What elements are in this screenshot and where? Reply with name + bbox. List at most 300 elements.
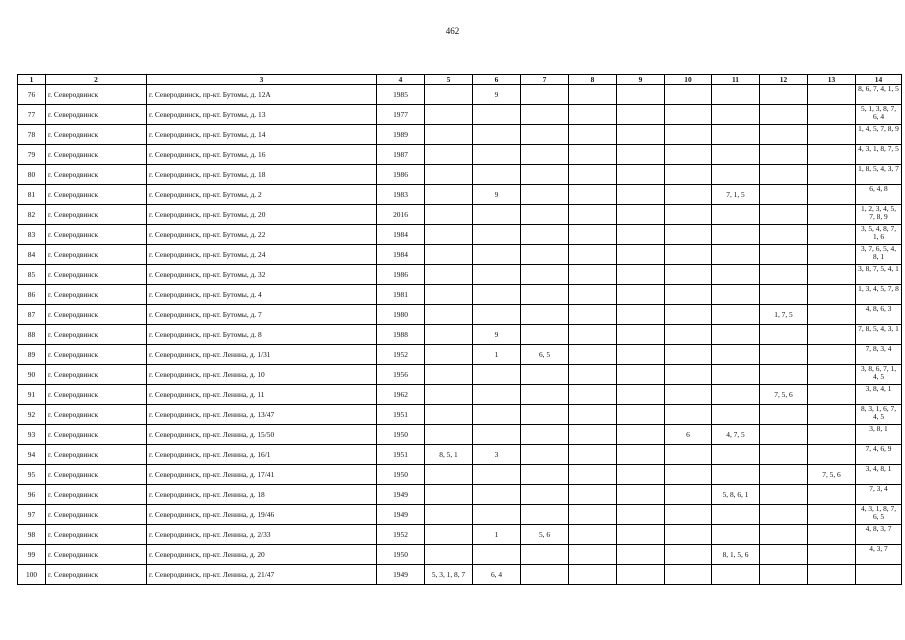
table-cell-col-14: 4, 3, 1, 8, 7, 5 xyxy=(856,145,902,165)
table-cell-col-8 xyxy=(569,485,617,505)
table-cell-col-11 xyxy=(712,245,760,265)
table-cell-col-7 xyxy=(521,185,569,205)
table-cell-col-2: г. Северодвинск xyxy=(46,425,147,445)
table-cell-col-2: г. Северодвинск xyxy=(46,245,147,265)
table-cell-col-11 xyxy=(712,465,760,485)
table-row xyxy=(18,105,902,125)
table-cell-col-4: 1962 xyxy=(377,385,425,405)
column-header-3: 3 xyxy=(147,75,377,85)
table-cell-col-12 xyxy=(760,365,808,385)
table-cell-col-2: г. Северодвинск xyxy=(46,325,147,345)
table-cell-col-10 xyxy=(665,205,712,225)
table-cell-col-6 xyxy=(473,245,521,265)
table-cell-col-11 xyxy=(712,525,760,545)
table-cell-col-5 xyxy=(425,465,473,485)
table-cell-col-2: г. Северодвинск xyxy=(46,365,147,385)
table-cell-col-13 xyxy=(808,245,856,265)
table-cell-col-14: 3, 7, 6, 5, 4, 8, 1 xyxy=(856,245,902,265)
table-cell-col-5 xyxy=(425,345,473,365)
table-cell-col-5 xyxy=(425,385,473,405)
table-cell-col-8 xyxy=(569,105,617,125)
table-cell-col-3: г. Северодвинск, пр-кт. Бутомы, д. 24 xyxy=(147,245,377,265)
table-cell-col-2: г. Северодвинск xyxy=(46,305,147,325)
table-cell-col-14: 4, 3, 7 xyxy=(856,545,902,565)
table-cell-col-7 xyxy=(521,205,569,225)
column-header-11: 11 xyxy=(712,75,760,85)
table-cell-col-10 xyxy=(665,365,712,385)
table-cell-col-9 xyxy=(617,265,665,285)
table-cell-col-7 xyxy=(521,425,569,445)
table-cell-col-1: 90 xyxy=(18,365,46,385)
table-cell-col-3: г. Северодвинск, пр-кт. Ленина, д. 1/31 xyxy=(147,345,377,365)
table-cell-col-12: 1, 7, 5 xyxy=(760,305,808,325)
table-cell-col-10 xyxy=(665,105,712,125)
table-row xyxy=(18,165,902,185)
table-cell-col-1: 97 xyxy=(18,505,46,525)
table-cell-col-2: г. Северодвинск xyxy=(46,465,147,485)
table-cell-col-2: г. Северодвинск xyxy=(46,165,147,185)
table-cell-col-8 xyxy=(569,185,617,205)
table-cell-col-11 xyxy=(712,325,760,345)
table-cell-col-14: 3, 8, 4, 1 xyxy=(856,385,902,405)
table-cell-col-4: 1981 xyxy=(377,285,425,305)
table-cell-col-10 xyxy=(665,345,712,365)
table-cell-col-5 xyxy=(425,545,473,565)
table-cell-col-13 xyxy=(808,105,856,125)
table-cell-col-13 xyxy=(808,165,856,185)
table-cell-col-12 xyxy=(760,225,808,245)
table-cell-col-5: 5, 3, 1, 8, 7 xyxy=(425,565,473,585)
table-cell-col-14 xyxy=(856,565,902,585)
table-cell-col-6: 9 xyxy=(473,325,521,345)
table-cell-col-1: 87 xyxy=(18,305,46,325)
table-cell-col-2: г. Северодвинск xyxy=(46,505,147,525)
table-cell-col-7 xyxy=(521,105,569,125)
table-cell-col-5 xyxy=(425,405,473,425)
table-cell-col-6: 9 xyxy=(473,85,521,105)
table-cell-col-13 xyxy=(808,85,856,105)
table-cell-col-6: 9 xyxy=(473,185,521,205)
table-cell-col-9 xyxy=(617,185,665,205)
table-cell-col-12 xyxy=(760,325,808,345)
table-cell-col-9 xyxy=(617,365,665,385)
table-cell-col-7 xyxy=(521,445,569,465)
table-cell-col-2: г. Северодвинск xyxy=(46,125,147,145)
table-cell-col-2: г. Северодвинск xyxy=(46,85,147,105)
table-cell-col-10 xyxy=(665,305,712,325)
column-header-12: 12 xyxy=(760,75,808,85)
table-cell-col-3: г. Северодвинск, пр-кт. Ленина, д. 19/46 xyxy=(147,505,377,525)
table-cell-col-5 xyxy=(425,365,473,385)
table-cell-col-1: 84 xyxy=(18,245,46,265)
table-cell-col-3: г. Северодвинск, пр-кт. Ленина, д. 10 xyxy=(147,365,377,385)
table-cell-col-2: г. Северодвинск xyxy=(46,345,147,365)
table-cell-col-6 xyxy=(473,385,521,405)
table-cell-col-10: 6 xyxy=(665,425,712,445)
table-row xyxy=(18,125,902,145)
table-cell-col-11: 7, 1, 5 xyxy=(712,185,760,205)
table-cell-col-9 xyxy=(617,225,665,245)
table-cell-col-7 xyxy=(521,545,569,565)
table-cell-col-3: г. Северодвинск, пр-кт. Ленина, д. 13/47 xyxy=(147,405,377,425)
column-header-2: 2 xyxy=(46,75,147,85)
table-cell-col-12 xyxy=(760,265,808,285)
table-cell-col-2: г. Северодвинск xyxy=(46,205,147,225)
table-cell-col-13 xyxy=(808,185,856,205)
table-cell-col-11: 5, 8, 6, 1 xyxy=(712,485,760,505)
table-cell-col-4: 1986 xyxy=(377,165,425,185)
table-header-row xyxy=(18,75,902,85)
table-cell-col-12 xyxy=(760,425,808,445)
table-cell-col-5 xyxy=(425,145,473,165)
table-cell-col-11 xyxy=(712,285,760,305)
table-cell-col-6 xyxy=(473,305,521,325)
table-cell-col-14: 8, 6, 7, 4, 1, 5 xyxy=(856,85,902,105)
table-cell-col-2: г. Северодвинск xyxy=(46,285,147,305)
table-cell-col-13 xyxy=(808,305,856,325)
column-header-13: 13 xyxy=(808,75,856,85)
table-cell-col-10 xyxy=(665,245,712,265)
table-cell-col-5 xyxy=(425,105,473,125)
table-cell-col-7 xyxy=(521,145,569,165)
table-cell-col-9 xyxy=(617,465,665,485)
table-cell-col-6 xyxy=(473,205,521,225)
table-cell-col-11 xyxy=(712,165,760,185)
table-cell-col-3: г. Северодвинск, пр-кт. Ленина, д. 16/1 xyxy=(147,445,377,465)
table-cell-col-1: 91 xyxy=(18,385,46,405)
table-cell-col-6 xyxy=(473,225,521,245)
table-cell-col-9 xyxy=(617,345,665,365)
table-cell-col-3: г. Северодвинск, пр-кт. Ленина, д. 20 xyxy=(147,545,377,565)
table-cell-col-7 xyxy=(521,85,569,105)
table-cell-col-4: 1950 xyxy=(377,465,425,485)
table-cell-col-6: 1 xyxy=(473,345,521,365)
table-cell-col-1: 78 xyxy=(18,125,46,145)
table-cell-col-12 xyxy=(760,405,808,425)
table-cell-col-6: 3 xyxy=(473,445,521,465)
table-cell-col-8 xyxy=(569,325,617,345)
table-cell-col-4: 1950 xyxy=(377,425,425,445)
table-cell-col-13 xyxy=(808,385,856,405)
table-cell-col-6 xyxy=(473,165,521,185)
table-cell-col-3: г. Северодвинск, пр-кт. Бутомы, д. 32 xyxy=(147,265,377,285)
table-row xyxy=(18,205,902,225)
table-cell-col-11 xyxy=(712,225,760,245)
table-cell-col-8 xyxy=(569,85,617,105)
table-cell-col-9 xyxy=(617,405,665,425)
table-cell-col-12 xyxy=(760,345,808,365)
table-cell-col-10 xyxy=(665,165,712,185)
table-cell-col-2: г. Северодвинск xyxy=(46,525,147,545)
column-header-1: 1 xyxy=(18,75,46,85)
table-cell-col-8 xyxy=(569,225,617,245)
table-cell-col-14: 1, 3, 4, 5, 7, 8 xyxy=(856,285,902,305)
table-cell-col-13 xyxy=(808,125,856,145)
table-cell-col-9 xyxy=(617,105,665,125)
table-cell-col-4: 1949 xyxy=(377,485,425,505)
table-cell-col-7 xyxy=(521,265,569,285)
table-cell-col-3: г. Северодвинск, пр-кт. Ленина, д. 15/50 xyxy=(147,425,377,445)
table-cell-col-9 xyxy=(617,205,665,225)
table-cell-col-2: г. Северодвинск xyxy=(46,405,147,425)
table-cell-col-10 xyxy=(665,125,712,145)
table-row xyxy=(18,345,902,365)
table-cell-col-7 xyxy=(521,505,569,525)
table-cell-col-7 xyxy=(521,285,569,305)
table-cell-col-4: 1980 xyxy=(377,305,425,325)
table-row xyxy=(18,305,902,325)
table-cell-col-11 xyxy=(712,365,760,385)
table-cell-col-9 xyxy=(617,385,665,405)
table-cell-col-14: 3, 5, 4, 8, 7, 1, 6 xyxy=(856,225,902,245)
table-cell-col-8 xyxy=(569,145,617,165)
table-cell-col-4: 1984 xyxy=(377,245,425,265)
table-cell-col-13 xyxy=(808,505,856,525)
table-cell-col-10 xyxy=(665,325,712,345)
table-cell-col-12 xyxy=(760,285,808,305)
table-cell-col-8 xyxy=(569,245,617,265)
table-cell-col-9 xyxy=(617,445,665,465)
table-cell-col-5 xyxy=(425,85,473,105)
table-cell-col-9 xyxy=(617,285,665,305)
table-cell-col-8 xyxy=(569,305,617,325)
table-cell-col-14: 1, 4, 5, 7, 8, 9 xyxy=(856,125,902,145)
table-cell-col-10 xyxy=(665,265,712,285)
table-cell-col-10 xyxy=(665,505,712,525)
table-cell-col-11 xyxy=(712,565,760,585)
table-cell-col-10 xyxy=(665,565,712,585)
table-cell-col-10 xyxy=(665,525,712,545)
table-cell-col-6 xyxy=(473,545,521,565)
table-row xyxy=(18,525,902,545)
table-cell-col-4: 2016 xyxy=(377,205,425,225)
table-cell-col-4: 1989 xyxy=(377,125,425,145)
table-cell-col-1: 96 xyxy=(18,485,46,505)
table-cell-col-1: 93 xyxy=(18,425,46,445)
table-row xyxy=(18,285,902,305)
column-header-6: 6 xyxy=(473,75,521,85)
table-cell-col-1: 76 xyxy=(18,85,46,105)
table-cell-col-13 xyxy=(808,565,856,585)
table-cell-col-14: 4, 3, 1, 8, 7, 6, 5 xyxy=(856,505,902,525)
table-cell-col-4: 1952 xyxy=(377,345,425,365)
table-cell-col-3: г. Северодвинск, пр-кт. Бутомы, д. 4 xyxy=(147,285,377,305)
table-cell-col-13 xyxy=(808,485,856,505)
table-cell-col-11 xyxy=(712,265,760,285)
table-cell-col-11 xyxy=(712,505,760,525)
table-cell-col-7 xyxy=(521,465,569,485)
table-cell-col-10 xyxy=(665,465,712,485)
table-cell-col-5: 8, 5, 1 xyxy=(425,445,473,465)
table-cell-col-11 xyxy=(712,125,760,145)
table-cell-col-6 xyxy=(473,405,521,425)
table-cell-col-9 xyxy=(617,565,665,585)
table-cell-col-14: 3, 8, 7, 5, 4, 1 xyxy=(856,265,902,285)
table-cell-col-12 xyxy=(760,125,808,145)
table-cell-col-1: 83 xyxy=(18,225,46,245)
table-cell-col-3: г. Северодвинск, пр-кт. Бутомы, д. 14 xyxy=(147,125,377,145)
table-cell-col-4: 1951 xyxy=(377,445,425,465)
table-cell-col-6: 6, 4 xyxy=(473,565,521,585)
table-cell-col-5 xyxy=(425,225,473,245)
table-row xyxy=(18,445,902,465)
table-cell-col-3: г. Северодвинск, пр-кт. Ленина, д. 21/47 xyxy=(147,565,377,585)
table-cell-col-7 xyxy=(521,405,569,425)
table-cell-col-14: 3, 8, 6, 7, 1, 4, 5 xyxy=(856,365,902,385)
table-row xyxy=(18,565,902,585)
table-cell-col-10 xyxy=(665,85,712,105)
table-cell-col-6 xyxy=(473,105,521,125)
table-cell-col-14: 8, 3, 1, 6, 7, 4, 5 xyxy=(856,405,902,425)
table-cell-col-2: г. Северодвинск xyxy=(46,385,147,405)
table-cell-col-5 xyxy=(425,265,473,285)
table-cell-col-4: 1977 xyxy=(377,105,425,125)
table-cell-col-2: г. Северодвинск xyxy=(46,485,147,505)
table-cell-col-10 xyxy=(665,485,712,505)
table-row xyxy=(18,365,902,385)
table-cell-col-8 xyxy=(569,165,617,185)
table-cell-col-2: г. Северодвинск xyxy=(46,225,147,245)
table-cell-col-12 xyxy=(760,205,808,225)
table-cell-col-13: 7, 5, 6 xyxy=(808,465,856,485)
table-cell-col-5 xyxy=(425,305,473,325)
table-cell-col-3: г. Северодвинск, пр-кт. Ленина, д. 18 xyxy=(147,485,377,505)
column-header-9: 9 xyxy=(617,75,665,85)
table-cell-col-5 xyxy=(425,185,473,205)
table-cell-col-14: 4, 8, 3, 7 xyxy=(856,525,902,545)
table-row xyxy=(18,465,902,485)
table-row xyxy=(18,505,902,525)
table-cell-col-2: г. Северодвинск xyxy=(46,265,147,285)
table-cell-col-4: 1951 xyxy=(377,405,425,425)
table-cell-col-13 xyxy=(808,285,856,305)
table-cell-col-5 xyxy=(425,285,473,305)
table-cell-col-1: 89 xyxy=(18,345,46,365)
table-cell-col-1: 98 xyxy=(18,525,46,545)
table-cell-col-8 xyxy=(569,565,617,585)
table-cell-col-12 xyxy=(760,485,808,505)
table-cell-col-12 xyxy=(760,565,808,585)
table-cell-col-3: г. Северодвинск, пр-кт. Бутомы, д. 8 xyxy=(147,325,377,345)
table-cell-col-10 xyxy=(665,405,712,425)
table-cell-col-9 xyxy=(617,125,665,145)
table-cell-col-7 xyxy=(521,225,569,245)
table-cell-col-8 xyxy=(569,345,617,365)
table-cell-col-13 xyxy=(808,525,856,545)
table-cell-col-10 xyxy=(665,385,712,405)
table-cell-col-1: 85 xyxy=(18,265,46,285)
table-cell-col-12 xyxy=(760,105,808,125)
table-cell-col-2: г. Северодвинск xyxy=(46,145,147,165)
table-cell-col-2: г. Северодвинск xyxy=(46,565,147,585)
table-cell-col-9 xyxy=(617,165,665,185)
column-header-7: 7 xyxy=(521,75,569,85)
table-cell-col-3: г. Северодвинск, пр-кт. Бутомы, д. 20 xyxy=(147,205,377,225)
table-cell-col-11: 4, 7, 5 xyxy=(712,425,760,445)
table-cell-col-1: 82 xyxy=(18,205,46,225)
table-cell-col-11 xyxy=(712,345,760,365)
table-cell-col-1: 92 xyxy=(18,405,46,425)
table-cell-col-9 xyxy=(617,505,665,525)
table-cell-col-14: 5, 1, 3, 8, 7, 6, 4 xyxy=(856,105,902,125)
table-cell-col-7 xyxy=(521,365,569,385)
table-cell-col-14: 6, 4, 8 xyxy=(856,185,902,205)
table-cell-col-9 xyxy=(617,305,665,325)
table-cell-col-8 xyxy=(569,265,617,285)
table-cell-col-6 xyxy=(473,505,521,525)
table-cell-col-6: 1 xyxy=(473,525,521,545)
table-cell-col-4: 1988 xyxy=(377,325,425,345)
table-cell-col-6 xyxy=(473,125,521,145)
table-row xyxy=(18,325,902,345)
table-cell-col-14: 4, 8, 6, 3 xyxy=(856,305,902,325)
table-cell-col-12 xyxy=(760,165,808,185)
table-cell-col-11: 8, 1, 5, 6 xyxy=(712,545,760,565)
table-cell-col-11 xyxy=(712,405,760,425)
table-cell-col-2: г. Северодвинск xyxy=(46,445,147,465)
table-cell-col-13 xyxy=(808,445,856,465)
table-cell-col-11 xyxy=(712,385,760,405)
table-cell-col-2: г. Северодвинск xyxy=(46,105,147,125)
table-cell-col-10 xyxy=(665,285,712,305)
table-cell-col-9 xyxy=(617,525,665,545)
table-cell-col-7 xyxy=(521,165,569,185)
table-cell-col-11 xyxy=(712,305,760,325)
table-cell-col-5 xyxy=(425,245,473,265)
table-cell-col-13 xyxy=(808,205,856,225)
table-cell-col-11 xyxy=(712,205,760,225)
table-cell-col-4: 1986 xyxy=(377,265,425,285)
table-cell-col-6 xyxy=(473,425,521,445)
table-cell-col-12 xyxy=(760,545,808,565)
table-cell-col-5 xyxy=(425,125,473,145)
table-cell-col-5 xyxy=(425,485,473,505)
table-cell-col-14: 7, 3, 4 xyxy=(856,485,902,505)
column-header-5: 5 xyxy=(425,75,473,85)
table-cell-col-14: 7, 8, 3, 4 xyxy=(856,345,902,365)
table-cell-col-4: 1956 xyxy=(377,365,425,385)
table-cell-col-14: 3, 8, 1 xyxy=(856,425,902,445)
table-cell-col-5 xyxy=(425,165,473,185)
column-header-4: 4 xyxy=(377,75,425,85)
table-cell-col-4: 1983 xyxy=(377,185,425,205)
table-cell-col-5 xyxy=(425,425,473,445)
table-cell-col-13 xyxy=(808,365,856,385)
table-cell-col-8 xyxy=(569,125,617,145)
table-cell-col-10 xyxy=(665,545,712,565)
table-cell-col-1: 86 xyxy=(18,285,46,305)
table-row xyxy=(18,385,902,405)
table-cell-col-4: 1949 xyxy=(377,505,425,525)
table-cell-col-6 xyxy=(473,465,521,485)
table-cell-col-3: г. Северодвинск, пр-кт. Бутомы, д. 12А xyxy=(147,85,377,105)
table-cell-col-12 xyxy=(760,245,808,265)
table-cell-col-6 xyxy=(473,145,521,165)
page-number: 462 xyxy=(445,26,460,36)
table-cell-col-7 xyxy=(521,325,569,345)
table-cell-col-8 xyxy=(569,545,617,565)
table-cell-col-3: г. Северодвинск, пр-кт. Бутомы, д. 18 xyxy=(147,165,377,185)
table-cell-col-11 xyxy=(712,145,760,165)
table-cell-col-12 xyxy=(760,85,808,105)
table-cell-col-7 xyxy=(521,385,569,405)
table-cell-col-10 xyxy=(665,225,712,245)
table-cell-col-6 xyxy=(473,485,521,505)
table-cell-col-7 xyxy=(521,485,569,505)
table-cell-col-1: 99 xyxy=(18,545,46,565)
table-cell-col-14: 7, 8, 5, 4, 3, 1 xyxy=(856,325,902,345)
table-cell-col-4: 1952 xyxy=(377,525,425,545)
